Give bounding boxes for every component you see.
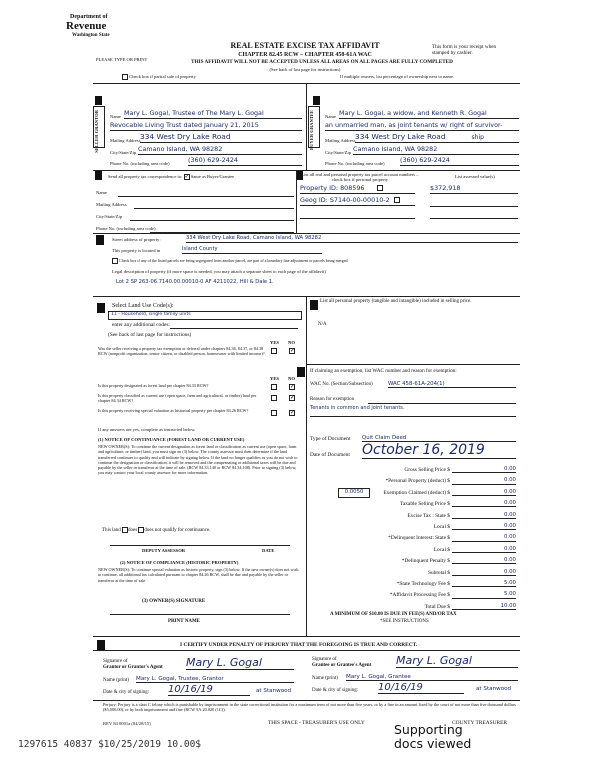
- land-use-additional-line[interactable]: [170, 328, 298, 329]
- frame-after-parties: [93, 170, 520, 171]
- reason-value[interactable]: Tenants in common and joint tenants.: [310, 405, 405, 411]
- seller-mailing-label: Mailing Address: [110, 138, 141, 143]
- grantor-sig-label: Signature of Grantor or Grantor's Agent: [103, 659, 163, 670]
- grantee-city[interactable]: at Stanwood: [476, 686, 512, 692]
- grantor-city[interactable]: at Stanwood: [256, 688, 292, 694]
- yes-header-1: YES: [270, 340, 279, 345]
- logo-line2: Revenue: [66, 20, 107, 32]
- tax-row-label: *Affidavit Processing Fee $: [389, 592, 450, 599]
- q2-no-checkbox[interactable]: [289, 384, 295, 390]
- continuance-title: (1) NOTICE OF CONTINUANCE (FOREST LAND OR CURRENT USE): [98, 437, 245, 442]
- grantee-name[interactable]: Mary L. Gogal, Grantee: [346, 674, 518, 681]
- section-7-marker: [310, 300, 318, 310]
- doc-date-value[interactable]: October 16, 2019: [362, 442, 516, 459]
- parcel-line-3[interactable]: [300, 218, 415, 219]
- section-5-marker: [96, 235, 104, 245]
- q4-no-checkbox[interactable]: [289, 410, 295, 416]
- buyer-city[interactable]: Camano Island, WA 98282: [353, 146, 519, 155]
- buyer-name[interactable]: Mary L. Gogal, a widow, and Kenneth R. Gogal: [339, 110, 519, 119]
- corr-city-label: City/State/Zip: [96, 214, 123, 219]
- tax-row-value[interactable]: 5.00: [452, 591, 516, 598]
- receipt-stamp: 1297615 40837 $10/25/2019 10.00$: [18, 739, 202, 750]
- grantor-date-label: Date & city of signing:: [103, 690, 150, 695]
- segregated: Check box if any of the listed parcels are being segregated from another parcel, are part of a boundary line adjustment or parcels being merged.: [112, 258, 512, 264]
- seller-city[interactable]: Camano Island, WA 98282: [138, 146, 302, 155]
- q4-text: Is this property receiving special valuation as historical property per chapter 84.26 RCW?: [98, 408, 249, 413]
- doc-type-label: Type of Document: [310, 436, 351, 442]
- q1-yes-checkbox[interactable]: [271, 348, 277, 354]
- form-title: REAL ESTATE EXCISE TAX AFFIDAVIT: [230, 41, 380, 50]
- personal-property-value[interactable]: N/A: [318, 322, 327, 327]
- form-warning: THIS AFFIDAVIT WILL NOT BE ACCEPTED UNLESS ALL AREAS ON ALL PAGES ARE FULLY COMPLETED: [191, 59, 453, 65]
- seller-side-label: SELLER GRANTOR: [94, 110, 99, 153]
- deputy-line[interactable]: [110, 545, 290, 546]
- partial-sale-checkbox[interactable]: [122, 74, 128, 80]
- parcel-1[interactable]: Property ID: 808596: [300, 185, 415, 194]
- treasurer-note: THIS SPACE - TREASURER'S USE ONLY: [268, 720, 365, 726]
- land-use-code[interactable]: 11 - Household, single family units: [108, 311, 302, 320]
- no-header-1: NO: [288, 340, 295, 345]
- buyer-side-label: BUYER GRANTEE: [309, 110, 314, 150]
- tax-row-value[interactable]: 0.00: [452, 546, 516, 553]
- seller-name-label: Name: [110, 114, 121, 119]
- grantor-date[interactable]: 10/16/19: [168, 684, 250, 696]
- dor-logo: [62, 14, 122, 52]
- buyer-name-2[interactable]: an unmarried man, as joint tenants w/ right of survivor-: [325, 122, 519, 131]
- local-rate-box[interactable]: 0.0050: [338, 488, 370, 498]
- reason-line-2[interactable]: [310, 416, 516, 417]
- corr-name-label: Name: [96, 190, 107, 195]
- certify-statement: I CERTIFY UNDER PENALTY OF PERJURY THAT THE FOREGOING IS TRUE AND CORRECT.: [180, 642, 418, 648]
- q3-yes-checkbox[interactable]: [271, 395, 277, 401]
- pp-divider: [306, 364, 520, 365]
- county-treasurer: COUNTY TREASURER: [452, 720, 507, 726]
- yes-header-2: YES: [270, 376, 279, 381]
- seller-mailing[interactable]: 334 West Dry Lake Road: [140, 133, 302, 143]
- grantor-signature[interactable]: Mary L. Gogal: [186, 656, 294, 670]
- corr-mailing-line[interactable]: [134, 208, 294, 209]
- buyer-mailing-label: Mailing Address: [325, 138, 356, 143]
- tax-row-value[interactable]: 0.00: [452, 557, 516, 564]
- street-address[interactable]: 334 West Dry Lake Road, Camano Island, WA 98282: [186, 236, 518, 243]
- tax-row-value[interactable]: 0.00: [452, 569, 516, 576]
- section-1-marker: [95, 96, 102, 105]
- exemption-claim-label: If claiming an exemption, list WAC number and reason for exemption:: [310, 368, 457, 374]
- same-as-buyer-checkbox[interactable]: [184, 174, 190, 180]
- section-8-marker: [297, 367, 305, 377]
- buyer-mailing[interactable]: 334 West Dry Lake Road ship: [355, 133, 519, 143]
- parcel-2-personal-checkbox[interactable]: [394, 197, 400, 203]
- seller-phone-label: Phone No. (including area code): [110, 161, 170, 166]
- located-label: This property is located in: [112, 248, 161, 253]
- tax-row-label: Excise Tax : State $: [407, 512, 450, 519]
- tax-row-label: Local $: [433, 546, 450, 553]
- frame-after-parcels: [93, 233, 520, 234]
- parcel-1-personal-checkbox[interactable]: [377, 185, 383, 191]
- q3-no-checkbox[interactable]: [289, 395, 295, 401]
- seller-name[interactable]: Mary L. Gogal, Trustee of The Mary L. Gogal: [124, 110, 302, 119]
- land-use-additional: enter any additional codes:: [112, 322, 170, 328]
- corr-city-line[interactable]: [130, 220, 294, 221]
- receipt-note: This form is your receipt when stamped by cashier.: [432, 44, 497, 56]
- located-county[interactable]: Island County: [182, 247, 322, 254]
- minimum-note: A MINIMUM OF $10.00 IS DUE IN FEE(S) AND/OR TAX: [330, 612, 457, 617]
- owner-signature-label: (3) OWNER(S) SIGNATURE: [142, 599, 206, 604]
- parcel-divider: [296, 170, 297, 234]
- tax-row-label: Gross Selling Price $: [404, 467, 450, 473]
- historic-text: NEW OWNER(S): To continue special valuation as historic property, sign (3) below. If the new owner(s) does not wish to continue, all additional tax calculated pursuant to chapter 84.26 RCW, shall be due and payable by the seller or transferor at the time of sale.: [98, 567, 299, 583]
- corr-mailing-label: Mailing Address: [96, 202, 127, 207]
- continuance-choice: This land does does not qualify for continuance.: [102, 528, 211, 534]
- grantor-name[interactable]: Mary L. Gogal, Trustee, Grantor: [136, 676, 294, 683]
- personal-property-label: List all personal property (tangible and intangible) included in selling price.: [320, 299, 472, 304]
- reason-line-1[interactable]: [368, 403, 516, 404]
- doc-date-label: Date of Document: [310, 452, 350, 458]
- tax-row-label: Total Due $: [424, 603, 450, 610]
- land-use-label: Select Land Use Code(s):: [112, 303, 174, 309]
- owner-signature-line[interactable]: [110, 614, 290, 615]
- q1-no-checkbox[interactable]: [289, 348, 295, 354]
- perjury-text: Perjury: Perjury is a class C felony which is punishable by imprisonment in the state correctional institution for a maximum term of not more than five years, or by a fine in an amount fixed by the court of not more than five thousand dollars ($5,000.00), or by both imprisonment and fine (RCW 9A.20.020 (1C)).: [103, 702, 516, 712]
- please-type: PLEASE TYPE OR PRINT: [96, 57, 148, 62]
- answers-note: If any answers are yes, complete as instructed below.: [98, 427, 196, 432]
- form-subtitle: CHAPTER 82.45 RCW – CHAPTER 458-61A WAC: [238, 52, 372, 58]
- logo-line3: Washington State: [72, 33, 110, 38]
- continuance-text: NEW OWNER(S): To continue the current designation as forest land or classification as current use (open space, farm and agriculture, or timber) land, you must sign on (3) below. The county assessor must then determine if the land transferred continues to qualify and will indicate by signing below. If the land no longer qualifies or you do not wish to continue the designation or classification, it will be removed and the compensating or additional taxes will be due and payable by the seller or transferor at the time of sale. (RCW 84.33.140 or RCW 84.34.108). Prior to signing (3) below, you may contact your local county assessor for more information.: [98, 444, 298, 476]
- tax-row-label: Taxable Selling Price $: [399, 501, 450, 508]
- multiple-owners: If multiple owners, list percentage of ownership next to name.: [340, 74, 455, 79]
- deputy-date-label: DATE: [262, 548, 275, 553]
- tax-row-label: Subtotal $: [427, 569, 450, 576]
- tax-row-value[interactable]: 0.00: [452, 477, 516, 484]
- section-2-marker: [313, 96, 320, 105]
- buyer-phone-label: Phone No. (including area code): [325, 161, 385, 166]
- buyer-phone[interactable]: (360) 629-2424: [400, 157, 519, 166]
- section-6-marker: [97, 303, 105, 313]
- parcel-2[interactable]: Geog ID: S7140-00-00010-2: [300, 197, 415, 206]
- wac-label: WAC No. (Section/Subsection): [310, 382, 373, 387]
- q4-yes-checkbox[interactable]: [271, 410, 277, 416]
- grantee-sig-label: Signature of Grantee or Grantee's Agent: [312, 657, 372, 668]
- parcel-header: List all real and personal property tax parcel account numbers – check box if personal property: [301, 172, 419, 183]
- tax-row-value[interactable]: 0.00: [452, 512, 516, 519]
- grantee-signature[interactable]: Mary L. Gogal: [396, 654, 518, 668]
- grantee-name-label: Name (print): [312, 676, 338, 681]
- wac-value[interactable]: WAC 458-61A-204(1): [388, 381, 516, 388]
- street-label: Street address of property:: [112, 237, 161, 242]
- q1-text: Was the seller receiving a property tax exemption or deferral under chapters 84.36, 84.37, or 84.38 RCW (nonprofit organization, senior citizen, or disabled person, homeowner with limited income)?: [98, 346, 265, 356]
- send-correspondence: Send all property tax correspondence to: ✓ Same as Buyer/Grantee: [108, 174, 234, 180]
- seller-city-label: City/State/Zip: [110, 150, 137, 155]
- tax-row-label: Local $: [433, 524, 450, 530]
- tax-row-value[interactable]: 5.00: [452, 580, 516, 587]
- q3-text: Is this property classified as current use (open space, farm and agricultural, or timber) land per chapter 84.34 RCW?: [98, 393, 257, 403]
- grantor-name-label: Name (print): [103, 678, 129, 683]
- q2-text: Is this property designated as forest land per chapter 84.33 RCW?: [98, 383, 209, 388]
- frame-before-perjury: [93, 700, 520, 701]
- tax-row-value[interactable]: 10.00: [452, 603, 516, 610]
- tax-row-label: Exemption Claimed (deduct) $: [383, 489, 450, 496]
- tax-row-value[interactable]: 0.00: [452, 489, 516, 496]
- buyer-city-label: City/State/Zip: [325, 150, 352, 155]
- tax-row-value[interactable]: 0.00: [452, 466, 516, 473]
- historic-title: (2) NOTICE OF COMPLIANCE (HISTORIC PROPERTY): [120, 560, 239, 565]
- form-see-back: (See back of last page for instructions): [269, 67, 341, 72]
- land-divider: [306, 296, 307, 636]
- tax-row-label: *Delinquent Penalty $: [401, 558, 450, 565]
- section-9-marker: [97, 640, 105, 650]
- corr-phone-label: Phone No. (including area code): [96, 226, 156, 231]
- tax-row-label: *State Technology Fee $: [396, 581, 450, 587]
- corr-name-line[interactable]: [118, 196, 294, 197]
- legal-description[interactable]: Lot 2 SP 263-06.7140.00.00010-0 AF 4211022, Hill & Dale 1.: [116, 279, 274, 285]
- grantee-date-label: Date & city of signing:: [312, 688, 359, 693]
- certify-rule: [93, 650, 520, 651]
- land-use-see-back: (See back of last page for instructions): [108, 332, 192, 338]
- seller-name-2[interactable]: Revocable Living Trust dated January 21, 2015: [110, 122, 302, 131]
- tax-row-value[interactable]: 0.00: [452, 534, 516, 541]
- see-instructions: *SEE INSTRUCTIONS: [380, 619, 429, 624]
- assessed-value[interactable]: $372,918: [430, 185, 518, 194]
- frame-before-certify: [93, 636, 520, 637]
- deputy-label: DEPUTY ASSESSOR: [142, 548, 186, 553]
- legal-label: Legal description of property (if more space is needed, you may attach a separate sheet to each page of the affidavit): [112, 269, 326, 274]
- q2-yes-checkbox[interactable]: [271, 384, 277, 390]
- grantee-date[interactable]: 10/16/19: [378, 682, 464, 694]
- assessed-line-3[interactable]: [430, 218, 518, 219]
- tax-row-label: *Personal Property (deduct) $: [385, 478, 450, 485]
- rev-number: REV 84 0001a (04/28/15): [103, 721, 151, 726]
- tax-row-value[interactable]: 0.00: [452, 523, 516, 530]
- logo-line1: Department of: [70, 14, 108, 20]
- reason-label: Reason for exemption: [310, 397, 355, 402]
- tax-row-value[interactable]: 0.00: [452, 500, 516, 507]
- print-name-label: PRINT NAME: [168, 619, 200, 624]
- frame-mid: [306, 83, 307, 170]
- seller-phone[interactable]: (360) 629-2424: [188, 157, 302, 166]
- tax-row-label: *Delinquent Interest: State $: [388, 535, 450, 542]
- segregated-checkbox[interactable]: [112, 258, 118, 264]
- no-header-2: NO: [288, 376, 295, 381]
- partial-sale: Check box if partial sale of property: [122, 74, 196, 80]
- supporting-note: Supporting docs viewed: [394, 722, 472, 752]
- doc-type-value[interactable]: Quit Claim Deed: [362, 435, 516, 442]
- section-3-marker: [95, 171, 102, 180]
- buyer-name-label: Name: [325, 114, 336, 119]
- assessed-header: List assessed value(s): [455, 174, 495, 179]
- assessed-line-2[interactable]: [430, 206, 518, 207]
